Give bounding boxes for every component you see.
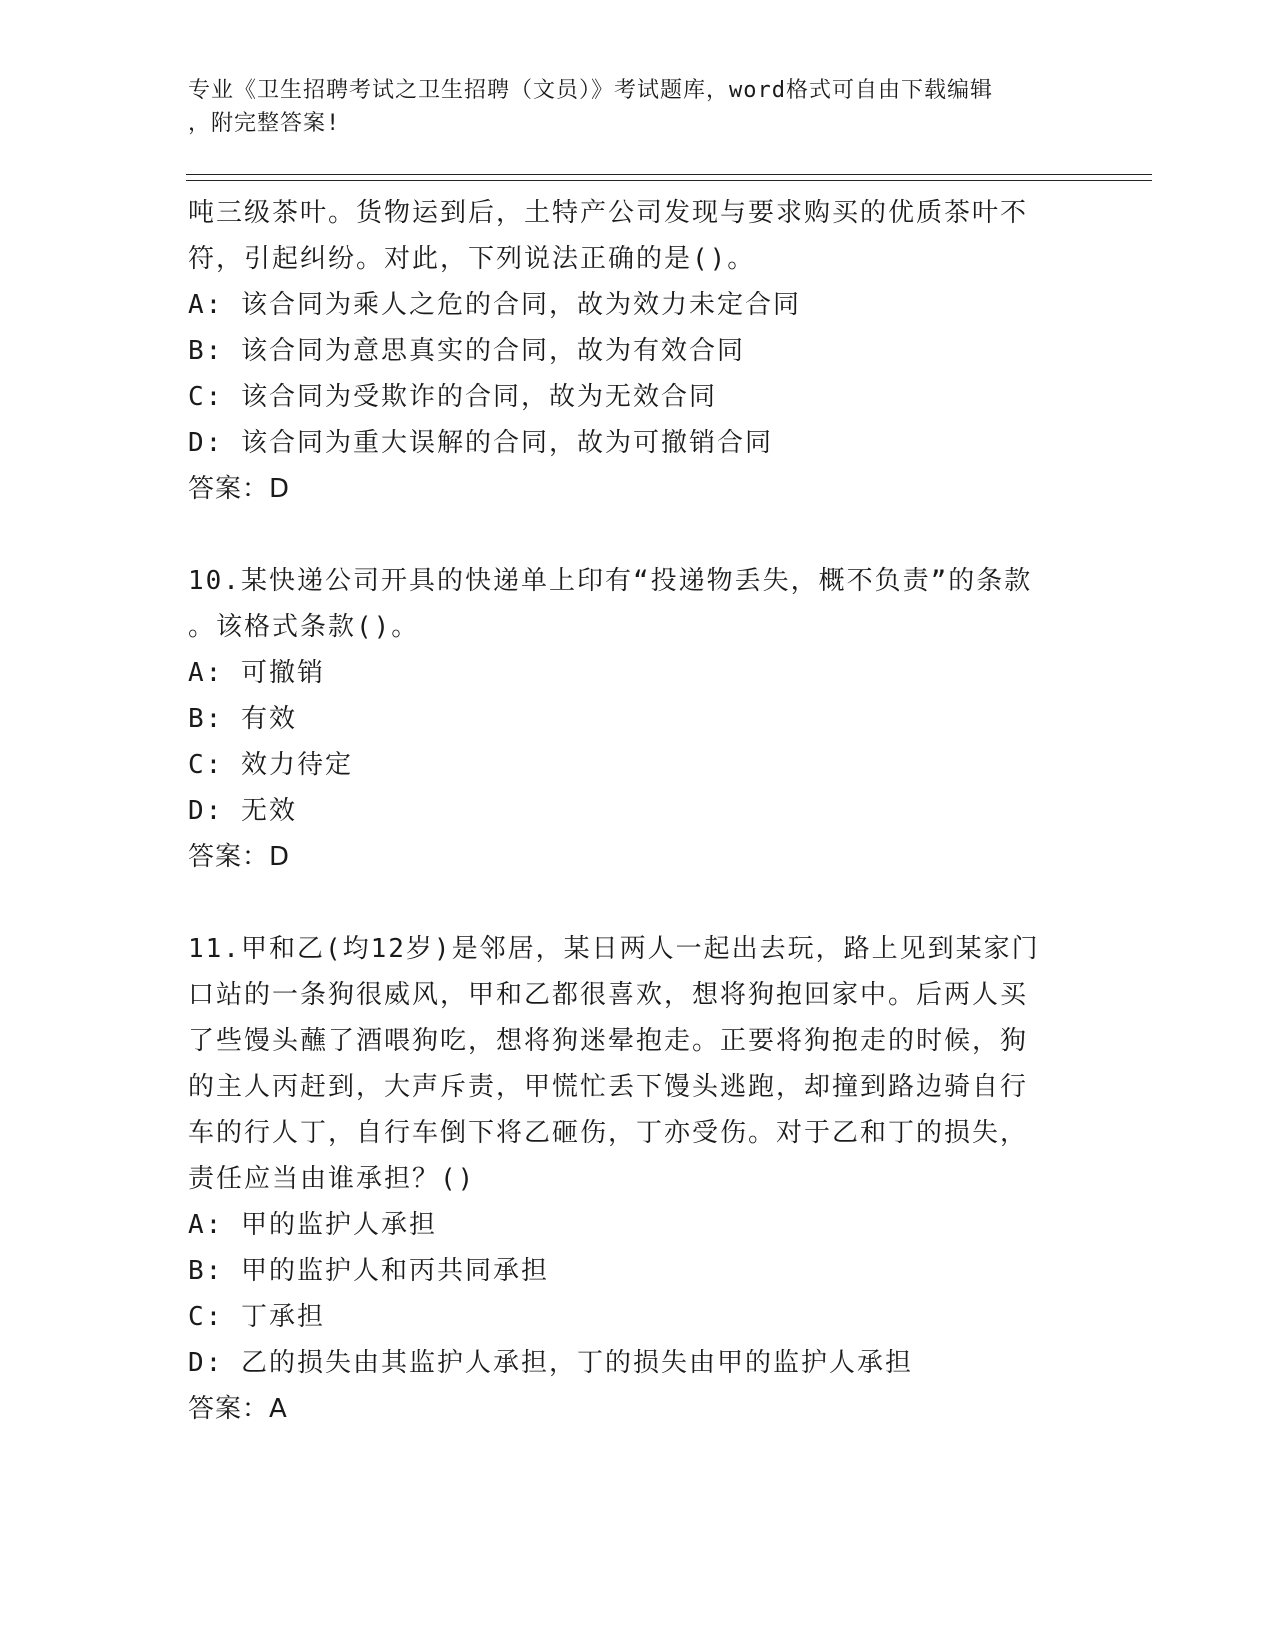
answer-line: 答案：D	[188, 474, 291, 504]
header-divider-top	[186, 174, 1152, 175]
option-b: B: 有效	[188, 704, 297, 734]
option-c: C: 效力待定	[188, 750, 353, 780]
question-stem: 吨三级茶叶。货物运到后，土特产公司发现与要求购买的优质茶叶不	[188, 198, 1029, 228]
option-b: B: 该合同为意思真实的合同，故为有效合同	[188, 336, 745, 366]
option-c: C: 该合同为受欺诈的合同，故为无效合同	[188, 382, 717, 412]
question-9	[188, 190, 1088, 512]
question-stem: 责任应当由谁承担？()	[188, 1164, 476, 1194]
question-stem: 11.甲和乙(均12岁)是邻居，某日两人一起出去玩，路上见到某家门	[188, 934, 1040, 964]
question-stem: 的主人丙赶到，大声斥责，甲慌忙丢下馒头逃跑，却撞到路边骑自行	[188, 1072, 1029, 1102]
option-a: A: 可撤销	[188, 658, 325, 688]
option-d: D: 该合同为重大误解的合同，故为可撤销合同	[188, 428, 773, 458]
answer-line: 答案：A	[188, 1394, 288, 1424]
option-d: D: 无效	[188, 796, 297, 826]
answer-line: 答案：D	[188, 842, 291, 872]
question-stem: 。该格式条款()。	[188, 612, 420, 642]
option-b: B: 甲的监护人和丙共同承担	[188, 1256, 549, 1286]
header-divider-bottom	[186, 180, 1152, 181]
header-line-2: ，附完整答案!	[188, 111, 341, 136]
question-stem: 口站的一条狗很威风，甲和乙都很喜欢，想将狗抱回家中。后两人买	[188, 980, 1029, 1010]
question-stem: 了些馒头蘸了酒喂狗吃，想将狗迷晕抱走。正要将狗抱走的时候，狗	[188, 1026, 1029, 1056]
document-body	[188, 190, 1088, 1432]
option-d: D: 乙的损失由其监护人承担，丁的损失由甲的监护人承担	[188, 1348, 913, 1378]
header-line-1: 专业《卫生招聘考试之卫生招聘（文员）》考试题库，word格式可自由下载编辑	[188, 78, 993, 103]
question-stem: 符，引起纠纷。对此，下列说法正确的是()。	[188, 244, 756, 274]
document-header	[188, 74, 1068, 140]
question-spacer	[188, 880, 1088, 926]
question-11	[188, 926, 1088, 1432]
question-10	[188, 558, 1088, 880]
question-spacer	[188, 512, 1088, 558]
question-stem: 车的行人丁，自行车倒下将乙砸伤，丁亦受伤。对于乙和丁的损失，	[188, 1118, 1029, 1148]
option-c: C: 丁承担	[188, 1302, 325, 1332]
option-a: A: 该合同为乘人之危的合同，故为效力未定合同	[188, 290, 801, 320]
question-stem: 10.某快递公司开具的快递单上印有“投递物丢失，概不负责”的条款	[188, 566, 1033, 596]
option-a: A: 甲的监护人承担	[188, 1210, 437, 1240]
